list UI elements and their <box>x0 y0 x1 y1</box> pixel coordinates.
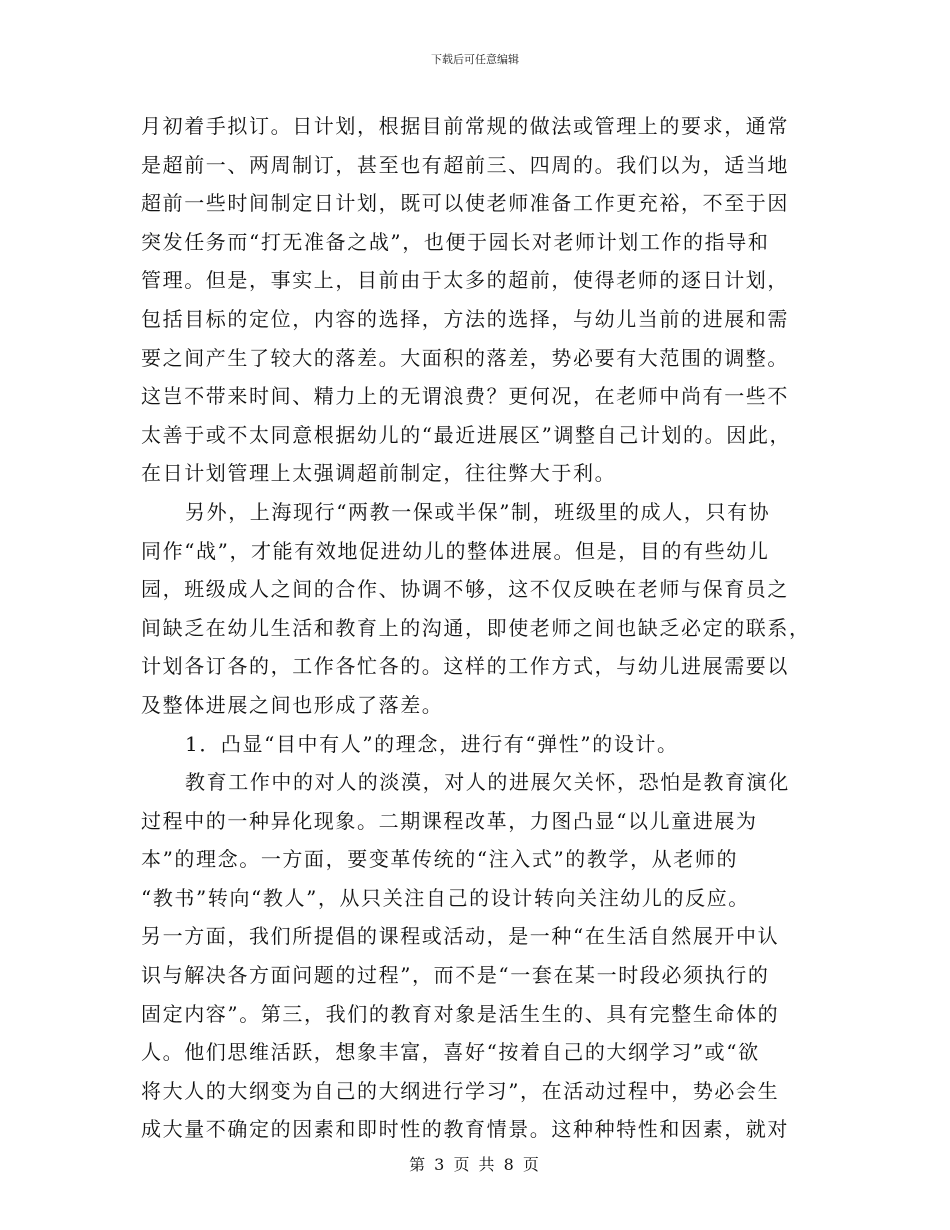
text-line: 另一方面，我们所提倡的课程或活动，是一种“在生活自然展开中认 <box>141 924 780 949</box>
text-line: 管理。但是，事实上，目前由于太多的超前，使得老师的逐日计划， <box>141 268 789 293</box>
text-line: 1．凸显“目中有人”的理念，进行有“弹性”的设计。 <box>185 731 679 756</box>
text-line: 固定内容”。第三，我们的教育对象是活生生的、具有完整生命体的 <box>141 1001 780 1026</box>
text-line: 及整体进展之间也形成了落差。 <box>141 692 444 717</box>
text-line: 园，班级成人之间的合作、协调不够，这不仅反映在老师与保育员之 <box>141 577 789 602</box>
text-line: 过程中的一种异化现象。二期课程改革，力图凸显“以儿童进展为 <box>141 808 758 833</box>
text-line: 人。他们思维活跃，想象丰富，喜好“按着自己的大纲学习”或“欲 <box>141 1040 760 1065</box>
text-line: 超前一些时间制定日计划，既可以使老师准备工作更充裕，不至于因 <box>141 191 789 216</box>
document-body <box>141 107 811 1149</box>
text-line: 同作“战”，才能有效地促进幼儿的整体进展。但是，目的有些幼儿 <box>141 538 770 563</box>
page-header: 下载后可任意编辑 <box>431 53 519 66</box>
text-line: 计划各订各的，工作各忙各的。这样的工作方式，与幼儿进展需要以 <box>141 654 789 679</box>
text-line: 另外，上海现行“两教一保或半保”制，班级里的成人，只有协 <box>185 499 771 524</box>
text-line: 月初着手拟订。日计划，根据目前常规的做法或管理上的要求，通常 <box>141 114 789 138</box>
text-line: 要之间产生了较大的落差。大面积的落差，势必要有大范围的调整。 <box>141 345 789 370</box>
text-line: 教育工作中的对人的淡漠，对人的进展欠关怀，恐怕是教育演化 <box>185 770 790 795</box>
text-line: 这岂不带来时间、精力上的无谓浪费？更何况，在老师中尚有一些不 <box>141 384 789 409</box>
text-line: 在日计划管理上太强调超前制定，往往弊大于利。 <box>141 461 617 486</box>
text-line: 识与解决各方面问题的过程”，而不是“一套在某一时段必须执行的 <box>141 963 770 988</box>
page-footer: 第 3 页 共 8 页 <box>409 1155 541 1174</box>
text-line: 本”的理念。一方面，要变革传统的“注入式”的教学，从老师的 <box>141 847 739 872</box>
text-line: 包括目标的定位，内容的选择，方法的选择，与幼儿当前的进展和需 <box>141 306 789 331</box>
text-line: 是超前一、两周制订，甚至也有超前三、四周的。我们以为，适当地 <box>141 152 789 177</box>
text-line: 将大人的大纲变为自己的大纲进行学习”，在活动过程中，势必会生 <box>141 1078 780 1103</box>
text-line: 间缺乏在幼儿生活和教育上的沟通，即使老师之间也缺乏必定的联系， <box>141 615 811 640</box>
text-line: 成大量不确定的因素和即时性的教育情景。这种种特性和因素，就对 <box>141 1117 789 1142</box>
text-line: 突发任务而“打无准备之战”，也便于园长对老师计划工作的指导和 <box>141 229 770 254</box>
text-line: “教书”转向“教人”，从只关注自己的设计转向关注幼儿的反应。 <box>141 885 750 910</box>
text-line: 太善于或不太同意根据幼儿的“最近进展区”调整自己计划的。因此， <box>141 422 792 447</box>
